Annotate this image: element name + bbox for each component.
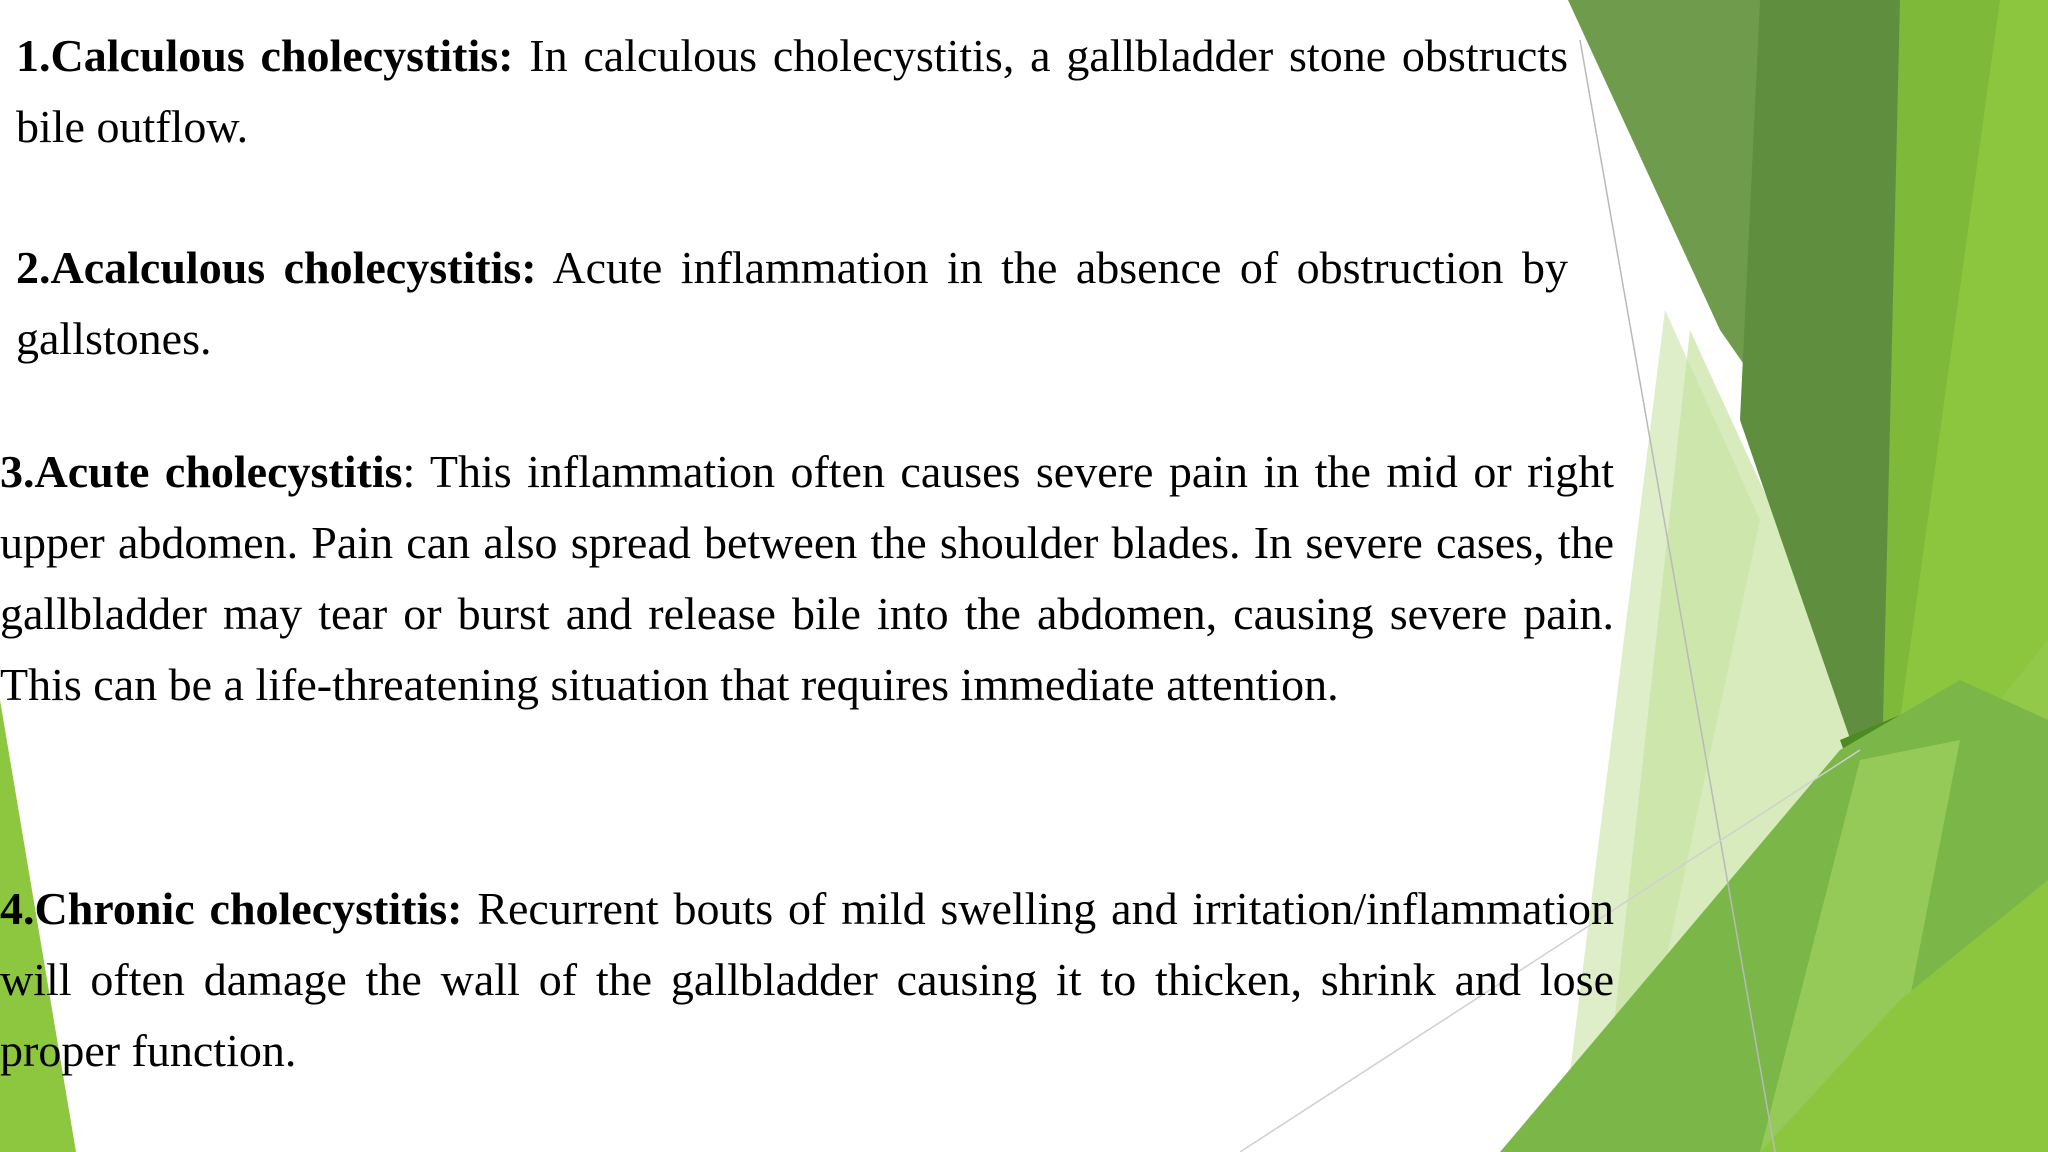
item-term: 4.Chronic cholecystitis: (0, 883, 463, 934)
item-text: : This inflammation often causes severe pain in the mid or right upper abdomen. Pain can also spread between the shoulder blades. In severe cases, the gallbladder may tear or burst and release bile into the abdomen, causing severe pain. This can be a life-threatening situation that requires immediate attention. (0, 446, 1614, 710)
item-text: In calculous cholecystitis, a gallbladder stone obstructs bile outflow. (16, 30, 1568, 152)
item-term: 2.Acalculous cholecystitis: (16, 242, 537, 293)
item-term: 1.Calculous cholecystitis: (16, 30, 514, 81)
item-text: Recurrent bouts of mild swelling and irritation/inflammation will often damage the wall of the gallbladder causing it to thicken, shrink and lose proper function. (0, 883, 1614, 1076)
item-term: 3.Acute cholecystitis (0, 446, 403, 497)
item-calculous-cholecystitis (16, 20, 1568, 162)
item-text: Acute inflammation in the absence of obstruction by gallstones. (16, 242, 1568, 364)
item-acalculous-cholecystitis (16, 232, 1568, 374)
item-chronic-cholecystitis (0, 873, 1614, 1086)
item-acute-cholecystitis (0, 436, 1614, 720)
